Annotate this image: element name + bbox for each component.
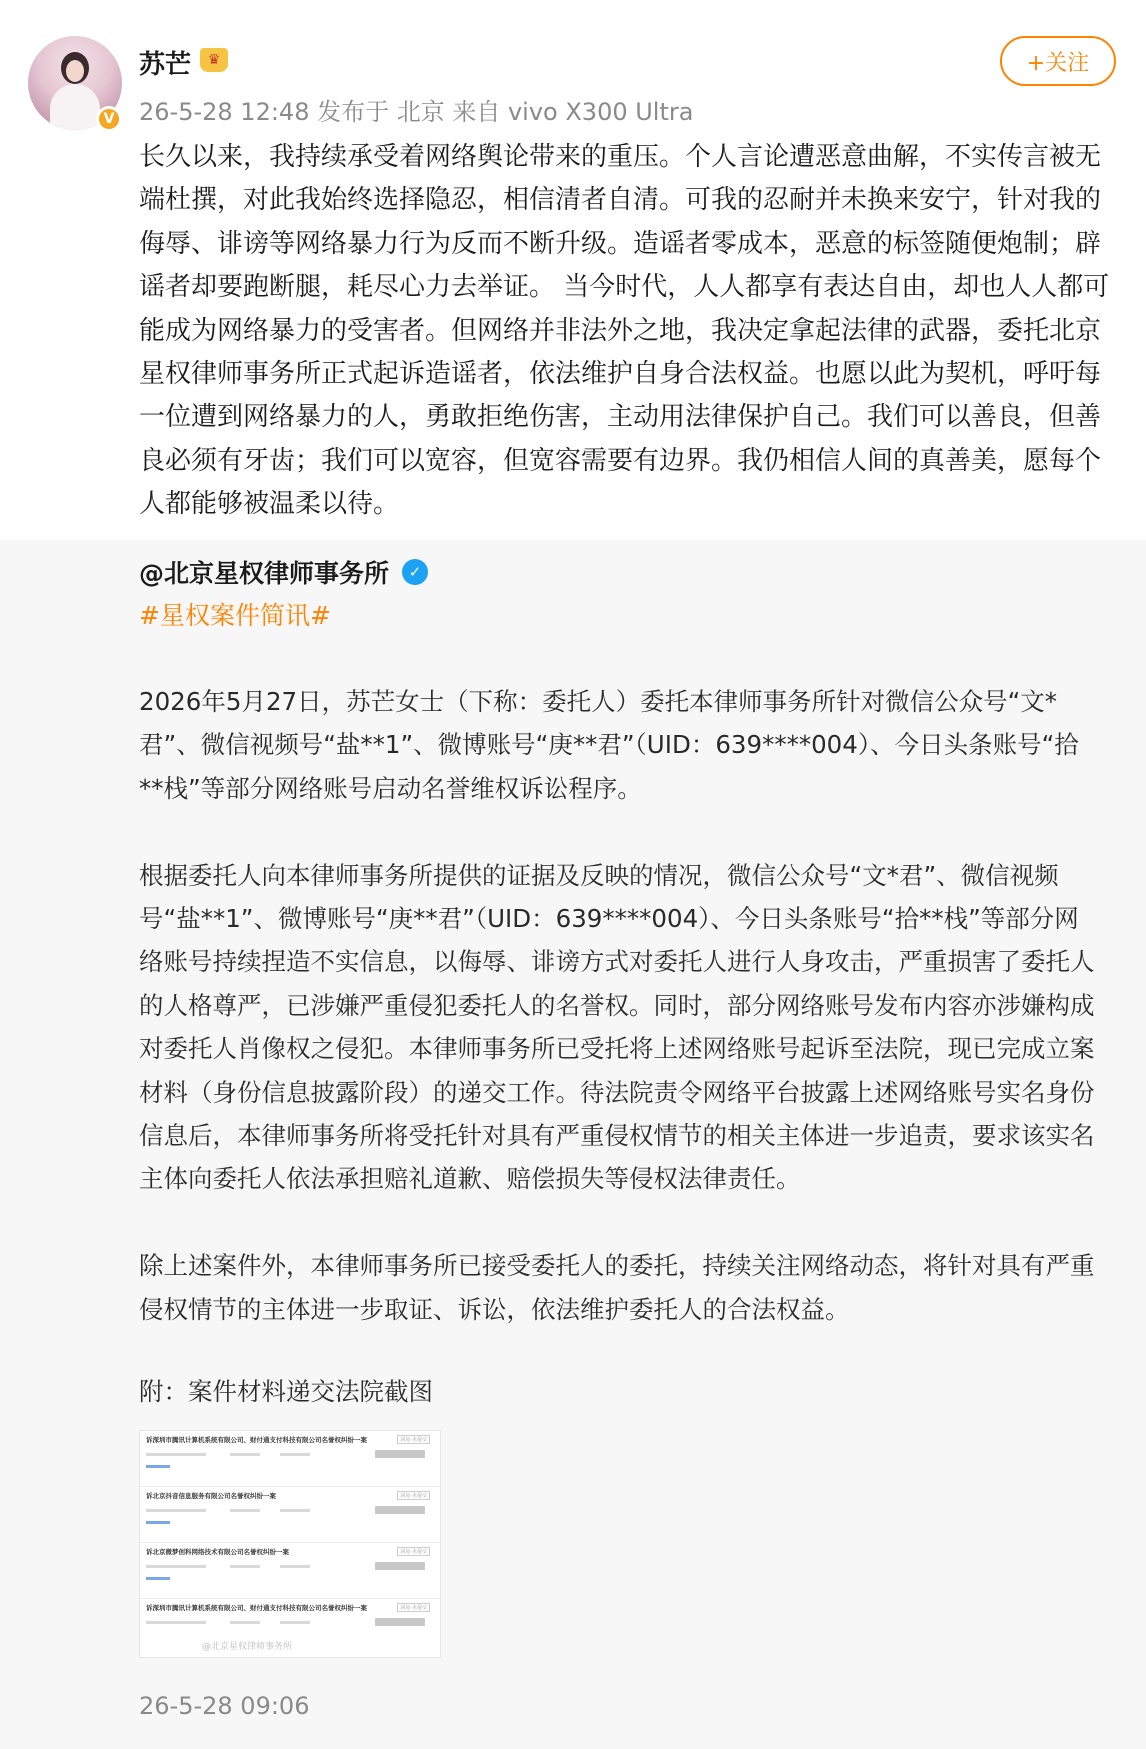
case-title: 诉北京抖音信息服务有限公司名誉权纠纷一案 xyxy=(146,1492,276,1500)
case-tag: 回复·未提交 xyxy=(397,1435,430,1444)
post-meta: 26-5-28 12:48 发布于 北京 来自 vivo X300 Ultra xyxy=(139,98,694,126)
repost-card[interactable] xyxy=(0,540,1146,1749)
blue-verified-icon: ✓ xyxy=(402,559,428,585)
case-redacted xyxy=(375,1450,425,1458)
case-field xyxy=(146,1565,206,1568)
case-title: 诉北京微梦创科网络技术有限公司名誉权纠纷一案 xyxy=(146,1548,289,1556)
repost-paragraph: 除上述案件外，本律师事务所已接受委托人的委托，持续关注网络动态，将针对具有严重侵权情节的主体进一步取证、诉讼，依法维护委托人的合法权益。 xyxy=(139,1251,1095,1324)
case-field xyxy=(280,1621,310,1624)
case-title: 诉深圳市腾讯计算机系统有限公司、财付通支付科技有限公司名誉权纠纷一案 xyxy=(146,1604,367,1612)
case-tag: 回复·未提交 xyxy=(397,1603,430,1612)
case-redacted xyxy=(375,1562,425,1570)
case-row xyxy=(140,1431,440,1487)
case-link xyxy=(146,1465,170,1468)
attachment-caption: 附：案件材料递交法院截图 xyxy=(139,1377,433,1406)
case-field xyxy=(230,1621,260,1624)
case-tag: 回复·未提交 xyxy=(397,1491,430,1500)
case-redacted xyxy=(375,1506,425,1514)
case-field xyxy=(146,1453,206,1456)
crown-icon: ♛ xyxy=(200,48,228,72)
repost-paragraph: 2026年5月27日，苏芒女士（下称：委托人）委托本律师事务所针对微信公众号“文*君”、微信视频号“盐**1”、微博账号“庚**君”（UID：639****004）、今日头条账号“拾**栈”等部分网络账号启动名誉维权诉讼程序。 xyxy=(139,687,1079,803)
case-row xyxy=(140,1487,440,1543)
avatar-figure xyxy=(50,84,100,130)
weibo-post xyxy=(0,0,1146,540)
verified-badge-icon: V xyxy=(96,106,122,132)
case-field xyxy=(146,1621,206,1624)
repost-paragraph: 根据委托人向本律师事务所提供的证据及反映的情况，微信公众号“文*君”、微信视频号“盐**1”、微博账号“庚**君”（UID：639****004）、今日头条账号“拾**栈”等部分网络账号持续捏造不实信息，以侮辱、诽谤方式对委托人进行人身攻击，严重损害了委托人的人格尊严，已涉嫌严重侵犯委托人的名誉权。同时，部分网络账号发布内容亦涉嫌构成对委托人肖像权之侵犯。本律师事务所已受托将上述网络账号起诉至法院，现已完成立案材料（身份信息披露阶段）的递交工作。待法院责令网络平台披露上述网络账号实名身份信息后，本律师事务所将受托针对具有严重侵权情节的相关主体进一步追责，要求该实名主体向委托人依法承担赔礼道歉、赔偿损失等侵权法律责任。 xyxy=(139,860,1095,1194)
attachment-thumbnail[interactable] xyxy=(139,1430,441,1658)
repost-timestamp: 26-5-28 09:06 xyxy=(139,1692,310,1720)
case-field xyxy=(230,1453,260,1456)
case-field xyxy=(230,1509,260,1512)
avatar-face xyxy=(66,60,84,82)
case-tag: 回复·未提交 xyxy=(397,1547,430,1556)
follow-button[interactable]: +关注 xyxy=(1000,36,1116,86)
hashtag-link[interactable]: #星权案件简讯# xyxy=(139,601,331,630)
case-field xyxy=(146,1509,206,1512)
post-text: 长久以来，我持续承受着网络舆论带来的重压。个人言论遭恶意曲解，不实传言被无端杜撰，对此我始终选择隐忍，相信清者自清。可我的忍耐并未换来安宁，针对我的侮辱、诽谤等网络暴力行为反而不断升级。造谣者零成本，恶意的标签随便炮制；辟谣者却要跑断腿，耗尽心力去举证。 当今时代，人人都享有表达自由，却也人人都可能成为网络暴力的受害者。但网络并非法外之地，我决定拿起法律的武器，委托北京星权律师事务所正式起诉造谣者，依法维护自身合法权益。也愿以此为契机，呼吁每一位遭到网络暴力的人，勇敢拒绝伤害，主动用法律保护自己。我们可以善良，但善良必须有牙齿；我们可以宽容，但宽容需要有边界。我仍相信人间的真善美，愿每个人都能够被温柔以待。 xyxy=(139,142,1110,520)
case-row xyxy=(140,1543,440,1599)
case-link xyxy=(146,1521,170,1524)
case-field xyxy=(280,1565,310,1568)
case-redacted xyxy=(375,1618,425,1626)
case-title: 诉深圳市腾讯计算机系统有限公司、财付通支付科技有限公司名誉权纠纷一案 xyxy=(146,1436,367,1444)
case-field xyxy=(280,1453,310,1456)
case-field xyxy=(280,1509,310,1512)
repost-username[interactable]: @北京星权律师事务所 xyxy=(139,559,390,588)
thumbnail-watermark: @北京星权律师事务所 xyxy=(202,1642,293,1652)
case-field xyxy=(230,1565,260,1568)
repost-text xyxy=(139,680,1099,1374)
case-link xyxy=(146,1577,170,1580)
post-username[interactable]: 苏芒 xyxy=(139,50,192,80)
